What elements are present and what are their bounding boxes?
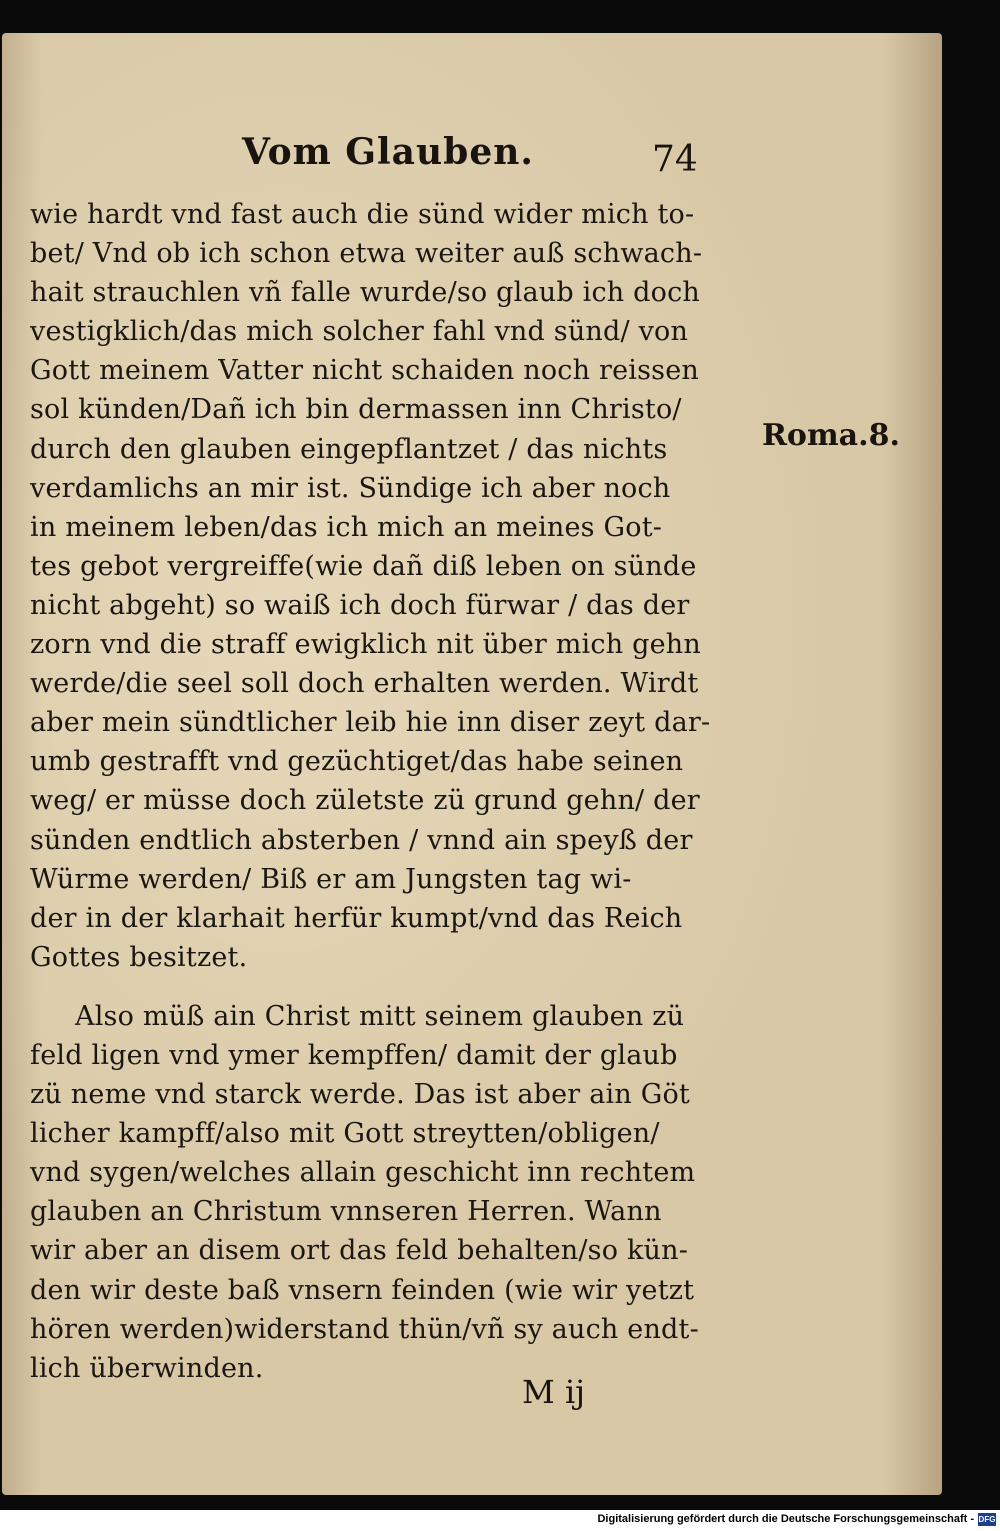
text-line: werde/die seel soll doch erhalten werden. Wirdt — [30, 668, 699, 700]
text-line: lich überwinden. — [30, 1352, 264, 1384]
text-line: licher kampff/also mit Gott streytten/obligen/ — [30, 1118, 660, 1150]
folio-number: 74 — [652, 139, 698, 180]
text-line: wir aber an disem ort das feld behalten/so kün- — [30, 1235, 689, 1267]
text-line: den wir deste baß vnsern feinden (wie wir yetzt — [30, 1274, 695, 1306]
footer-bar — [0, 1510, 1000, 1531]
text-line: umb gestrafft vnd gezüchtiget/das habe seinen — [30, 746, 684, 778]
text-line: durch den glauben eingepflantzet / das nichts — [30, 433, 668, 465]
body-text — [30, 195, 750, 1388]
text-line: bet/ Vnd ob ich schon etwa weiter auß schwach- — [30, 238, 703, 270]
book-page — [2, 33, 942, 1495]
text-line: der in der klarhait herfür kumpt/vnd das Reich — [30, 902, 683, 934]
text-line: glauben an Christum vnnseren Herren. Wann — [30, 1196, 662, 1228]
text-line: feld ligen vnd ymer kempffen/ damit der glaub — [30, 1039, 678, 1071]
text-line: Gottes besitzet. — [30, 941, 248, 973]
text-line: zorn vnd die straff ewigklich nit über mich gehn — [30, 629, 701, 661]
text-line: vnd sygen/welches allain geschicht inn rechtem — [30, 1157, 696, 1189]
text-line: zü neme vnd starck werde. Das ist aber ain Göt — [30, 1079, 690, 1111]
paragraph-gap — [30, 977, 750, 997]
signature-mark: M ij — [522, 1373, 586, 1411]
marginal-note: Roma.8. — [762, 418, 900, 453]
text-line: hören werden)widerstand thün/vñ sy auch endt- — [30, 1313, 699, 1345]
dfg-logo: DFG — [978, 1515, 996, 1524]
text-line: nicht abgeht) so waiß ich doch fürwar / das der — [30, 589, 690, 621]
text-line: Gott meinem Vatter nicht schaiden noch reissen — [30, 355, 699, 387]
text-line: weg/ er müsse doch zületste zü grund gehn/ der — [30, 785, 700, 817]
text-line: Würme werden/ Biß er am Jungsten tag wi- — [30, 863, 632, 895]
text-line: in meinem leben/das ich mich an meines Got- — [30, 511, 663, 543]
funding-credit: Digitalisierung gefördert durch die Deutsche Forschungsgemeinschaft - — [597, 1513, 974, 1525]
text-line: aber mein sündtlicher leib hie inn diser zeyt dar- — [30, 707, 711, 739]
page-header — [242, 131, 702, 191]
text-line: sünden endtlich absterben / vnnd ain speyß der — [30, 824, 693, 856]
text-line: verdamlichs an mir ist. Sündige ich aber noch — [30, 472, 671, 504]
text-line: Also müß ain Christ mitt seinem glauben zü — [75, 1000, 685, 1032]
text-line: tes gebot vergreiffe(wie dañ diß leben on sünde — [30, 550, 697, 582]
text-line: wie hardt vnd fast auch die sünd wider mich to- — [30, 199, 695, 230]
text-line: sol künden/Dañ ich bin dermassen inn Christo/ — [30, 394, 682, 426]
text-line: vestigklich/das mich solcher fahl vnd sünd/ von — [30, 316, 689, 348]
running-title: Vom Glauben. — [242, 131, 534, 173]
text-line: hait strauchlen vñ falle wurde/so glaub ich doch — [30, 277, 701, 309]
